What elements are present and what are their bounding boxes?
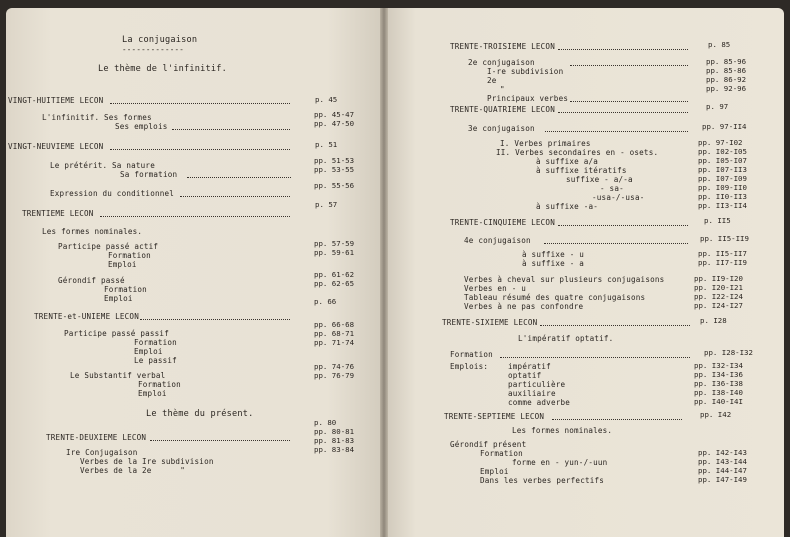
entry-sub-formation: Formation bbox=[138, 380, 181, 389]
ref-e3: pp. I36-I38 bbox=[694, 379, 743, 388]
ref-ger-b: pp. 61-62 bbox=[314, 270, 355, 279]
entry-2e-subdivision: Verbes de la 2e " bbox=[80, 466, 185, 475]
entry-participe-passif: Participe passé passif bbox=[64, 329, 169, 338]
ref-l34: p. 97 bbox=[706, 102, 729, 111]
entry-2e-ditto: " bbox=[500, 85, 505, 94]
ref-w4: pp. I24-I27 bbox=[694, 301, 743, 310]
ref-l32: pp. 80-81 bbox=[314, 427, 355, 436]
entry-preterit-nature: Le prétérit. Sa nature bbox=[50, 161, 155, 170]
ref-gpa: pp. I42-I43 bbox=[698, 448, 747, 457]
entry-optatif: optatif bbox=[508, 371, 542, 380]
entry-principaux-verbes: Principaux verbes bbox=[487, 94, 569, 103]
entry-usa: -usa-/-usa- bbox=[592, 193, 645, 202]
leader-dots bbox=[552, 419, 682, 420]
ref-w2: pp. I20-I21 bbox=[694, 283, 743, 292]
subtitle-imperatif-optatif: L'impératif optatif. bbox=[518, 334, 614, 343]
ref-c4b: pp. II7-II9 bbox=[698, 258, 747, 267]
entry-pp-formation: Formation bbox=[134, 338, 177, 347]
ref-v4: pp. I07-II3 bbox=[698, 165, 747, 174]
entry-suffixe-a3: à suffixe -a- bbox=[536, 202, 599, 211]
lesson-35: TRENTE-CINQUIEME LECON bbox=[450, 218, 555, 227]
ref-l37: pp. I42 bbox=[700, 410, 732, 419]
ref-v6: pp. I09-II0 bbox=[698, 183, 747, 192]
ref-c1a: pp. 83-84 bbox=[314, 445, 355, 454]
entry-suffixe-a: à suffixe a/a bbox=[536, 157, 599, 166]
entry-suffixe-a2: suffixe - a/-a bbox=[566, 175, 633, 184]
leader-dots bbox=[558, 225, 688, 226]
leader-dots bbox=[570, 101, 688, 102]
entry-formation: Formation bbox=[450, 350, 493, 359]
ref-gpd: pp. I47-I49 bbox=[698, 475, 747, 484]
lesson-32: TRENTE-DEUXIEME LECON bbox=[46, 433, 147, 442]
subtitle-formes-nominales: Les formes nominales. bbox=[512, 426, 613, 435]
lesson-34: TRENTE-QUATRIEME LECON bbox=[450, 105, 555, 114]
ref-gpc: pp. I44-I47 bbox=[698, 466, 747, 475]
ref-sub-b: pp. 76-79 bbox=[314, 371, 355, 380]
ref-l29: p. 51 bbox=[315, 140, 338, 149]
leader-dots bbox=[100, 216, 290, 217]
entry-participe-actif: Participe passé actif bbox=[58, 242, 159, 251]
ref-c1: pp. 81-83 bbox=[314, 436, 355, 445]
ref-inf-a: pp. 45-47 bbox=[314, 110, 355, 119]
ref-cond: pp. 55-56 bbox=[314, 181, 355, 190]
ref-w1: pp. II9-I20 bbox=[694, 274, 743, 283]
entry-verbes-a-cheval: Verbes à cheval sur plusieurs conjugaisons bbox=[464, 275, 665, 284]
lesson-31: TRENTE-et-UNIEME LECON bbox=[34, 312, 139, 321]
ref-e2: pp. I34-I36 bbox=[694, 370, 743, 379]
ref-v3: pp. I05-I07 bbox=[698, 156, 747, 165]
section-formes-nominales: Les formes nominales. bbox=[42, 227, 143, 236]
entry-pa-emploi: Emploi bbox=[108, 260, 137, 269]
entry-3e-conjugaison: 3e conjugaison bbox=[468, 124, 535, 133]
ref-w3: pp. I22-I24 bbox=[694, 292, 743, 301]
book-gutter bbox=[380, 8, 388, 537]
ref-pp-b: pp. 68-71 bbox=[314, 329, 355, 338]
entry-conditionnel: Expression du conditionnel bbox=[50, 189, 175, 198]
leader-dots bbox=[110, 103, 290, 104]
ref-v2: pp. I02-I05 bbox=[698, 147, 747, 156]
entry-2e-2e: 2e bbox=[487, 76, 497, 85]
entry-verbes-secondaires: II. Verbes secondaires en - osets. bbox=[496, 148, 659, 157]
entry-pp-emploi: Emploi bbox=[134, 347, 163, 356]
entry-preterit-formation: Sa formation bbox=[120, 170, 178, 179]
ref-l35: p. II5 bbox=[704, 216, 731, 225]
ref-v5: pp. I07-I09 bbox=[698, 174, 747, 183]
leader-dots bbox=[110, 149, 290, 150]
entry-auxiliaire: auxiliaire bbox=[508, 389, 556, 398]
entry-4e-suffixe-u: à suffixe - u bbox=[522, 250, 585, 259]
entry-ire-conjugaison: Ire Conjugaison bbox=[66, 448, 138, 457]
ref-sub-a: pp. 74-76 bbox=[314, 362, 355, 371]
entry-gerondif-present: Gérondif présent bbox=[450, 440, 527, 449]
entry-verbes-primaires: I. Verbes primaires bbox=[500, 139, 591, 148]
ref-inf-b: pp. 47-50 bbox=[314, 119, 355, 128]
ref-c2b: pp. 86-92 bbox=[706, 75, 747, 84]
entry-gp-formation: Formation bbox=[480, 449, 523, 458]
lesson-37: TRENTE-SEPTIEME LECON bbox=[444, 412, 545, 421]
ref-c2c: pp. 92-96 bbox=[706, 84, 747, 93]
ref-c3: pp. 97-II4 bbox=[702, 122, 747, 131]
lesson-28: VINGT-HUITIEME LECON bbox=[8, 96, 104, 105]
entry-comme-adverbe: comme adverbe bbox=[508, 398, 571, 407]
ref-c4a: pp. II5-II7 bbox=[698, 249, 747, 258]
ref-v8: pp. II3-II4 bbox=[698, 201, 747, 210]
ref-e1: pp. I32-I34 bbox=[694, 361, 743, 370]
leader-dots bbox=[150, 440, 290, 441]
leader-dots bbox=[544, 243, 688, 244]
ref-c2a: pp. 85-86 bbox=[706, 66, 747, 75]
ref-v7: pp. II0-II3 bbox=[698, 192, 747, 201]
entry-4e-suffixe-a: à suffixe - a bbox=[522, 259, 585, 268]
leader-dots bbox=[558, 112, 688, 113]
entry-infinitif-emplois: Ses emplois bbox=[115, 122, 168, 131]
entry-2e-conjugaison: 2e conjugaison bbox=[468, 58, 535, 67]
entry-2e-ire-subdivision: I-re subdivision bbox=[487, 67, 564, 76]
subtitle-present: Le thème du présent. bbox=[146, 409, 254, 419]
entry-verbes-confondre: Verbes à ne pas confondre bbox=[464, 302, 584, 311]
entry-pa-formation: Formation bbox=[108, 251, 151, 260]
lesson-29: VINGT-NEUVIEME LECON bbox=[8, 142, 104, 151]
leader-dots bbox=[540, 325, 690, 326]
leader-dots bbox=[187, 177, 291, 178]
page-title: La conjugaison bbox=[122, 35, 198, 45]
title-underline: ------------- bbox=[122, 45, 185, 54]
entry-suffixes-iteratifs: à suffixe itératifs bbox=[536, 166, 627, 175]
entry-ire-subdivision: Verbes de la Ire subdivision bbox=[80, 457, 214, 466]
ref-ger-c: pp. 62-65 bbox=[314, 279, 355, 288]
leader-dots bbox=[500, 357, 690, 358]
leader-dots bbox=[570, 65, 688, 66]
lesson-33: TRENTE-TROISIEME LECON bbox=[450, 42, 555, 51]
ref-form: pp. I28-I32 bbox=[704, 348, 753, 357]
ref-l33: p. 85 bbox=[708, 40, 731, 49]
ref-pa-b: pp. 59-61 bbox=[314, 248, 355, 257]
leader-dots bbox=[172, 129, 290, 130]
ref-present: p. 80 bbox=[314, 418, 337, 427]
entry-emplois-label: Emplois: bbox=[450, 362, 489, 371]
ref-c2: pp. 85-96 bbox=[706, 57, 747, 66]
entry-particuliere: particulière bbox=[508, 380, 566, 389]
ref-c4: pp. II5-II9 bbox=[700, 234, 749, 243]
entry-infinitif-formes: L'infinitif. Ses formes bbox=[42, 113, 152, 122]
ref-pp-c: pp. 71-74 bbox=[314, 338, 355, 347]
ref-pret-a: pp. 51-53 bbox=[314, 156, 355, 165]
entry-imperatif: impératif bbox=[508, 362, 551, 371]
ref-e4: pp. I38-I40 bbox=[694, 388, 743, 397]
entry-tableau-resume: Tableau résumé des quatre conjugaisons bbox=[464, 293, 646, 302]
entry-sa: - sa- bbox=[600, 184, 624, 193]
entry-gp-emploi: Emploi bbox=[480, 467, 509, 476]
ref-l28: p. 45 bbox=[315, 95, 338, 104]
entry-pp-passif: Le passif bbox=[134, 356, 177, 365]
entry-gp-forme: forme en - yun-/-uun bbox=[512, 458, 608, 467]
entry-sub-emploi: Emploi bbox=[138, 389, 167, 398]
leader-dots bbox=[140, 319, 290, 320]
lesson-30: TRENTIEME LECON bbox=[22, 209, 94, 218]
leader-dots bbox=[180, 196, 290, 197]
ref-l30: p. 57 bbox=[315, 200, 338, 209]
entry-ger-emploi: Emploi bbox=[104, 294, 133, 303]
ref-pp-a: pp. 66-68 bbox=[314, 320, 355, 329]
leader-dots bbox=[545, 131, 688, 132]
entry-4e-conjugaison: 4e conjugaison bbox=[464, 236, 531, 245]
ref-v1: pp. 97-I02 bbox=[698, 138, 743, 147]
subtitle-infinitif: Le thème de l'infinitif. bbox=[98, 64, 227, 74]
ref-ger-extra: p. 66 bbox=[314, 297, 337, 306]
ref-gpb: pp. I43-I44 bbox=[698, 457, 747, 466]
ref-pa-a: pp. 57-59 bbox=[314, 239, 355, 248]
entry-verbes-en-u: Verbes en - u bbox=[464, 284, 527, 293]
entry-ger-formation: Formation bbox=[104, 285, 147, 294]
entry-gp-perfectifs: Dans les verbes perfectifs bbox=[480, 476, 605, 485]
ref-e5: pp. I40-I4I bbox=[694, 397, 743, 406]
leader-dots bbox=[558, 49, 688, 50]
lesson-36: TRENTE-SIXIEME LECON bbox=[442, 318, 538, 327]
ref-pret-b: pp. 53-55 bbox=[314, 165, 355, 174]
ref-l36: p. I28 bbox=[700, 316, 727, 325]
entry-substantif-verbal: Le Substantif verbal bbox=[70, 371, 166, 380]
entry-gerondif-passe: Gérondif passé bbox=[58, 276, 125, 285]
